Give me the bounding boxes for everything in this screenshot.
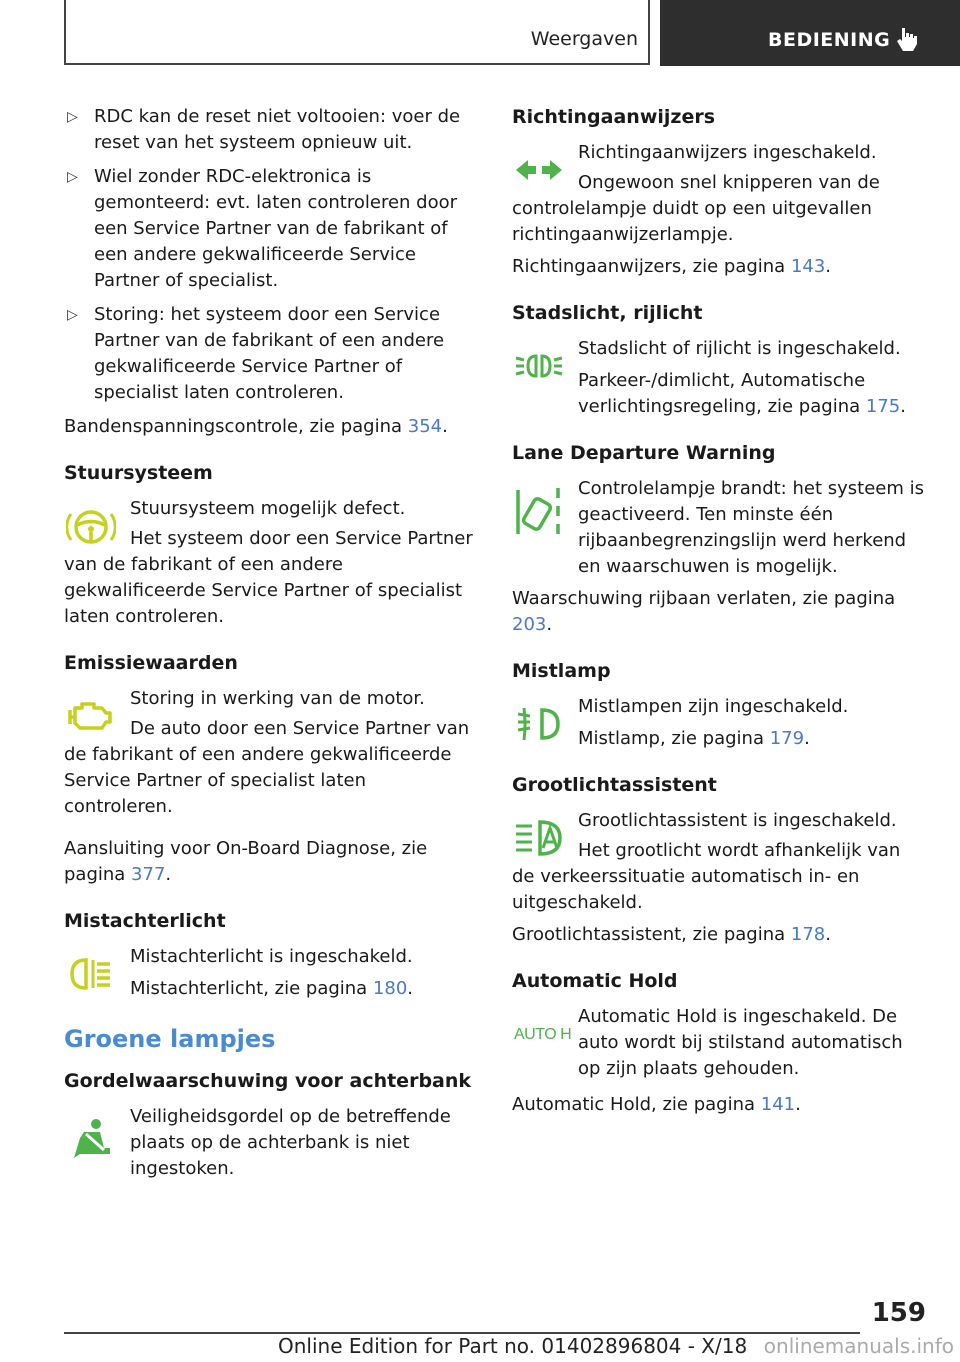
- cross-reference: Automatic Hold, zie pagina 141.: [512, 1094, 801, 1115]
- section-heading: Emissiewaarden: [64, 652, 238, 674]
- turn-signal-arrows-icon: [514, 148, 564, 192]
- bullet-item: ▷ RDC kan de reset niet voltooien: voer de reset van het systeem opnieuw uit.: [67, 106, 461, 153]
- indicator-item: Grootlichtassistent is ingeschakeld.: [512, 808, 926, 834]
- header-right-rule: [648, 0, 650, 64]
- section-title: Weergaven: [530, 28, 638, 50]
- cross-reference: Waarschuwing rijbaan verlaten, zie pagina 203.: [512, 588, 896, 635]
- hand-pointer-icon: [896, 26, 918, 56]
- page-link[interactable]: 377: [131, 864, 166, 885]
- lane-departure-icon: [514, 482, 564, 542]
- section-heading: Mistlamp: [512, 660, 611, 682]
- header-left-rule: [64, 0, 66, 64]
- bullet-item: ▷ Storing: het systeem door een Service Partner van de fabrikant of een andere gekwalificeerde Service Partner of specialist laten controleren.: [67, 304, 445, 403]
- section-heading: Stadslicht, rijlicht: [512, 302, 703, 324]
- indicator-item: Richtingaanwijzers ingeschakeld.: [512, 140, 926, 166]
- page-link[interactable]: 203: [512, 614, 547, 635]
- cross-reference: Bandenspanningscontrole, zie pagina 354.: [64, 416, 448, 437]
- edition-text: Online Edition for Part no. 01402896804 - X/18: [278, 1334, 748, 1358]
- indicator-item: Controlelampje brandt: het systeem is geactiveerd. Ten minste één rijbaanbegrenzingslijn werd herkend en waarschuwen is mogelijk.: [512, 476, 926, 580]
- parking-light-icon: [514, 344, 564, 388]
- indicator-item: Mistlampen zijn ingeschakeld. Mistlamp, zie pagina 179.: [512, 694, 926, 752]
- page-link[interactable]: 143: [790, 256, 826, 277]
- cross-reference: Aansluiting voor On-Board Diagnose, zie pagina 377.: [64, 838, 428, 885]
- page-link[interactable]: 178: [790, 924, 826, 945]
- page-link[interactable]: 175: [865, 396, 901, 417]
- chapter-tab[interactable]: [660, 0, 960, 66]
- page-link[interactable]: 179: [769, 728, 805, 749]
- engine-check-icon: [66, 694, 116, 738]
- front-fog-light-icon: [514, 702, 564, 746]
- rear-fog-light-icon: [66, 952, 116, 996]
- bullet-item: ▷ Wiel zonder RDC-elektronica is gemonteerd: evt. laten controleren door een Service Partner van de fabrikant of een andere gekwalificeerde Service Partner of specialist.: [67, 166, 458, 291]
- page-link[interactable]: 141: [760, 1094, 796, 1115]
- cross-reference: Richtingaanwijzers, zie pagina 143.: [512, 256, 832, 277]
- section-heading: Lane Departure Warning: [512, 442, 776, 464]
- page-link[interactable]: 354: [407, 416, 443, 437]
- cross-reference: Mistlamp, zie pagina 179.: [578, 728, 810, 749]
- cross-reference: Parkeer-/dimlicht, Automatische verlichtingsregeling, zie pagina 175.: [578, 370, 906, 417]
- section-heading: Richtingaanwijzers: [512, 106, 716, 128]
- indicator-item: AUTO H Automatic Hold is ingeschakeld. De auto wordt bij stilstand automatisch op zijn plaats gehouden.: [514, 1006, 903, 1079]
- header-bottom-rule: [64, 63, 650, 65]
- cross-reference: Grootlichtassistent, zie pagina 178.: [512, 924, 831, 945]
- right-column: Richtingaanwijzers Richtingaanwijzers ingeschakeld. Ongewoon snel knipperen van de controlelampje duidt op een uitgevallen richtingaanwijzerlampje. Richtingaanwijzers, zie pagina 143. Stadslicht, rijlicht Stadslicht of rijlicht is ingeschakeld. Parkeer-/dimlicht, Automatische verlichtingsregeling, zie pagina 175. Lane Departure Warning Controlelampje brandt: het systeem is geactiveerd. Ten minste één rijbaanbegrenzingslijn werd herkend en waarschuwen is mogelijk. Waarschuwing rijbaan verlaten, zie pagina 203. Mistlamp Mistlampen zijn ingeschakeld. Mistlamp, zie pagina 179. Grootlichtassistent Grootlichtassistent is ingeschakeld. Het grootlicht wordt afhankelijk van de verkeerssituatie automatisch in- en uitgeschakeld. Grootlichtassistent, zie pagina 178. Automatic Hold AUTO H Automatic Hold is ingeschakeld. De auto wordt bij stilstand automatisch op zijn plaats gehouden. Automatic Hold, zie pagina 141.: [512, 104, 926, 1118]
- page-number: 159: [871, 1298, 926, 1328]
- section-heading: Automatic Hold: [512, 970, 678, 992]
- section-heading: Grootlichtassistent: [512, 774, 717, 796]
- site-watermark: onlinemanuals.info: [763, 1334, 954, 1358]
- section-heading: Gordelwaarschuwing voor achterbank: [64, 1070, 472, 1092]
- high-beam-assist-icon: [514, 816, 564, 860]
- indicator-item: Veiligheidsgordel op de betreffende plaats op de achterbank is niet ingestoken.: [64, 1104, 476, 1182]
- indicator-item: Storing in werking van de motor.: [64, 686, 476, 712]
- indicator-item: Stuursysteem mogelijk defect.: [64, 496, 476, 522]
- steering-warning-icon: [66, 504, 116, 548]
- section-heading: Mistachterlicht: [64, 910, 226, 932]
- auto-hold-icon: AUTO H: [514, 1026, 572, 1043]
- indicator-item: Stadslicht of rijlicht is ingeschakeld. Parkeer-/dimlicht, Automatische verlichtingsregeling, zie pagina 175.: [512, 336, 926, 420]
- section-heading: Groene lampjes: [64, 1025, 276, 1053]
- section-heading: Stuursysteem: [64, 462, 213, 484]
- indicator-item: Mistachterlicht is ingeschakeld. Mistachterlicht, zie pagina 180.: [64, 944, 476, 1002]
- seatbelt-icon: [66, 1118, 116, 1162]
- page-link[interactable]: 180: [372, 978, 408, 999]
- left-column: ▷ RDC kan de reset niet voltooien: voer de reset van het systeem opnieuw uit. ▷ Wiel zonder RDC-elektronica is gemonteerd: evt. laten controleren door een Service Partner van de fabrikant of een andere gekwalificeerde Service Partner of specialist. ▷ Storing: het systeem door een Service Partner van de fabrikant of een andere gekwalificeerde Service Partner of specialist laten controleren. Bandenspanningscontrole, zie pagina 354. Stuursysteem Stuursysteem mogelijk defect. Het systeem door een Service Partner van de fabrikant of een andere gekwalificeerde Service Partner of specialist laten controleren. Emissiewaarden Storing in werking van de motor. De auto door een Service Partner van de fabrikant of een andere gekwalificeerde Service Partner of specialist laten controleren. Aansluiting voor On-Board Diagnose, zie pagina 377. Mistachterlicht Mistachterlicht is ingeschakeld. Mistachterlicht, zie pagina 180. Groene lampjes Gordelwaarschuwing voor achterbank Veiligheidsgordel op de betreffende plaats op de achterbank is niet ingestoken.: [64, 104, 476, 1192]
- cross-reference: Mistachterlicht, zie pagina 180.: [130, 978, 414, 999]
- chapter-title: BEDIENING: [768, 29, 891, 51]
